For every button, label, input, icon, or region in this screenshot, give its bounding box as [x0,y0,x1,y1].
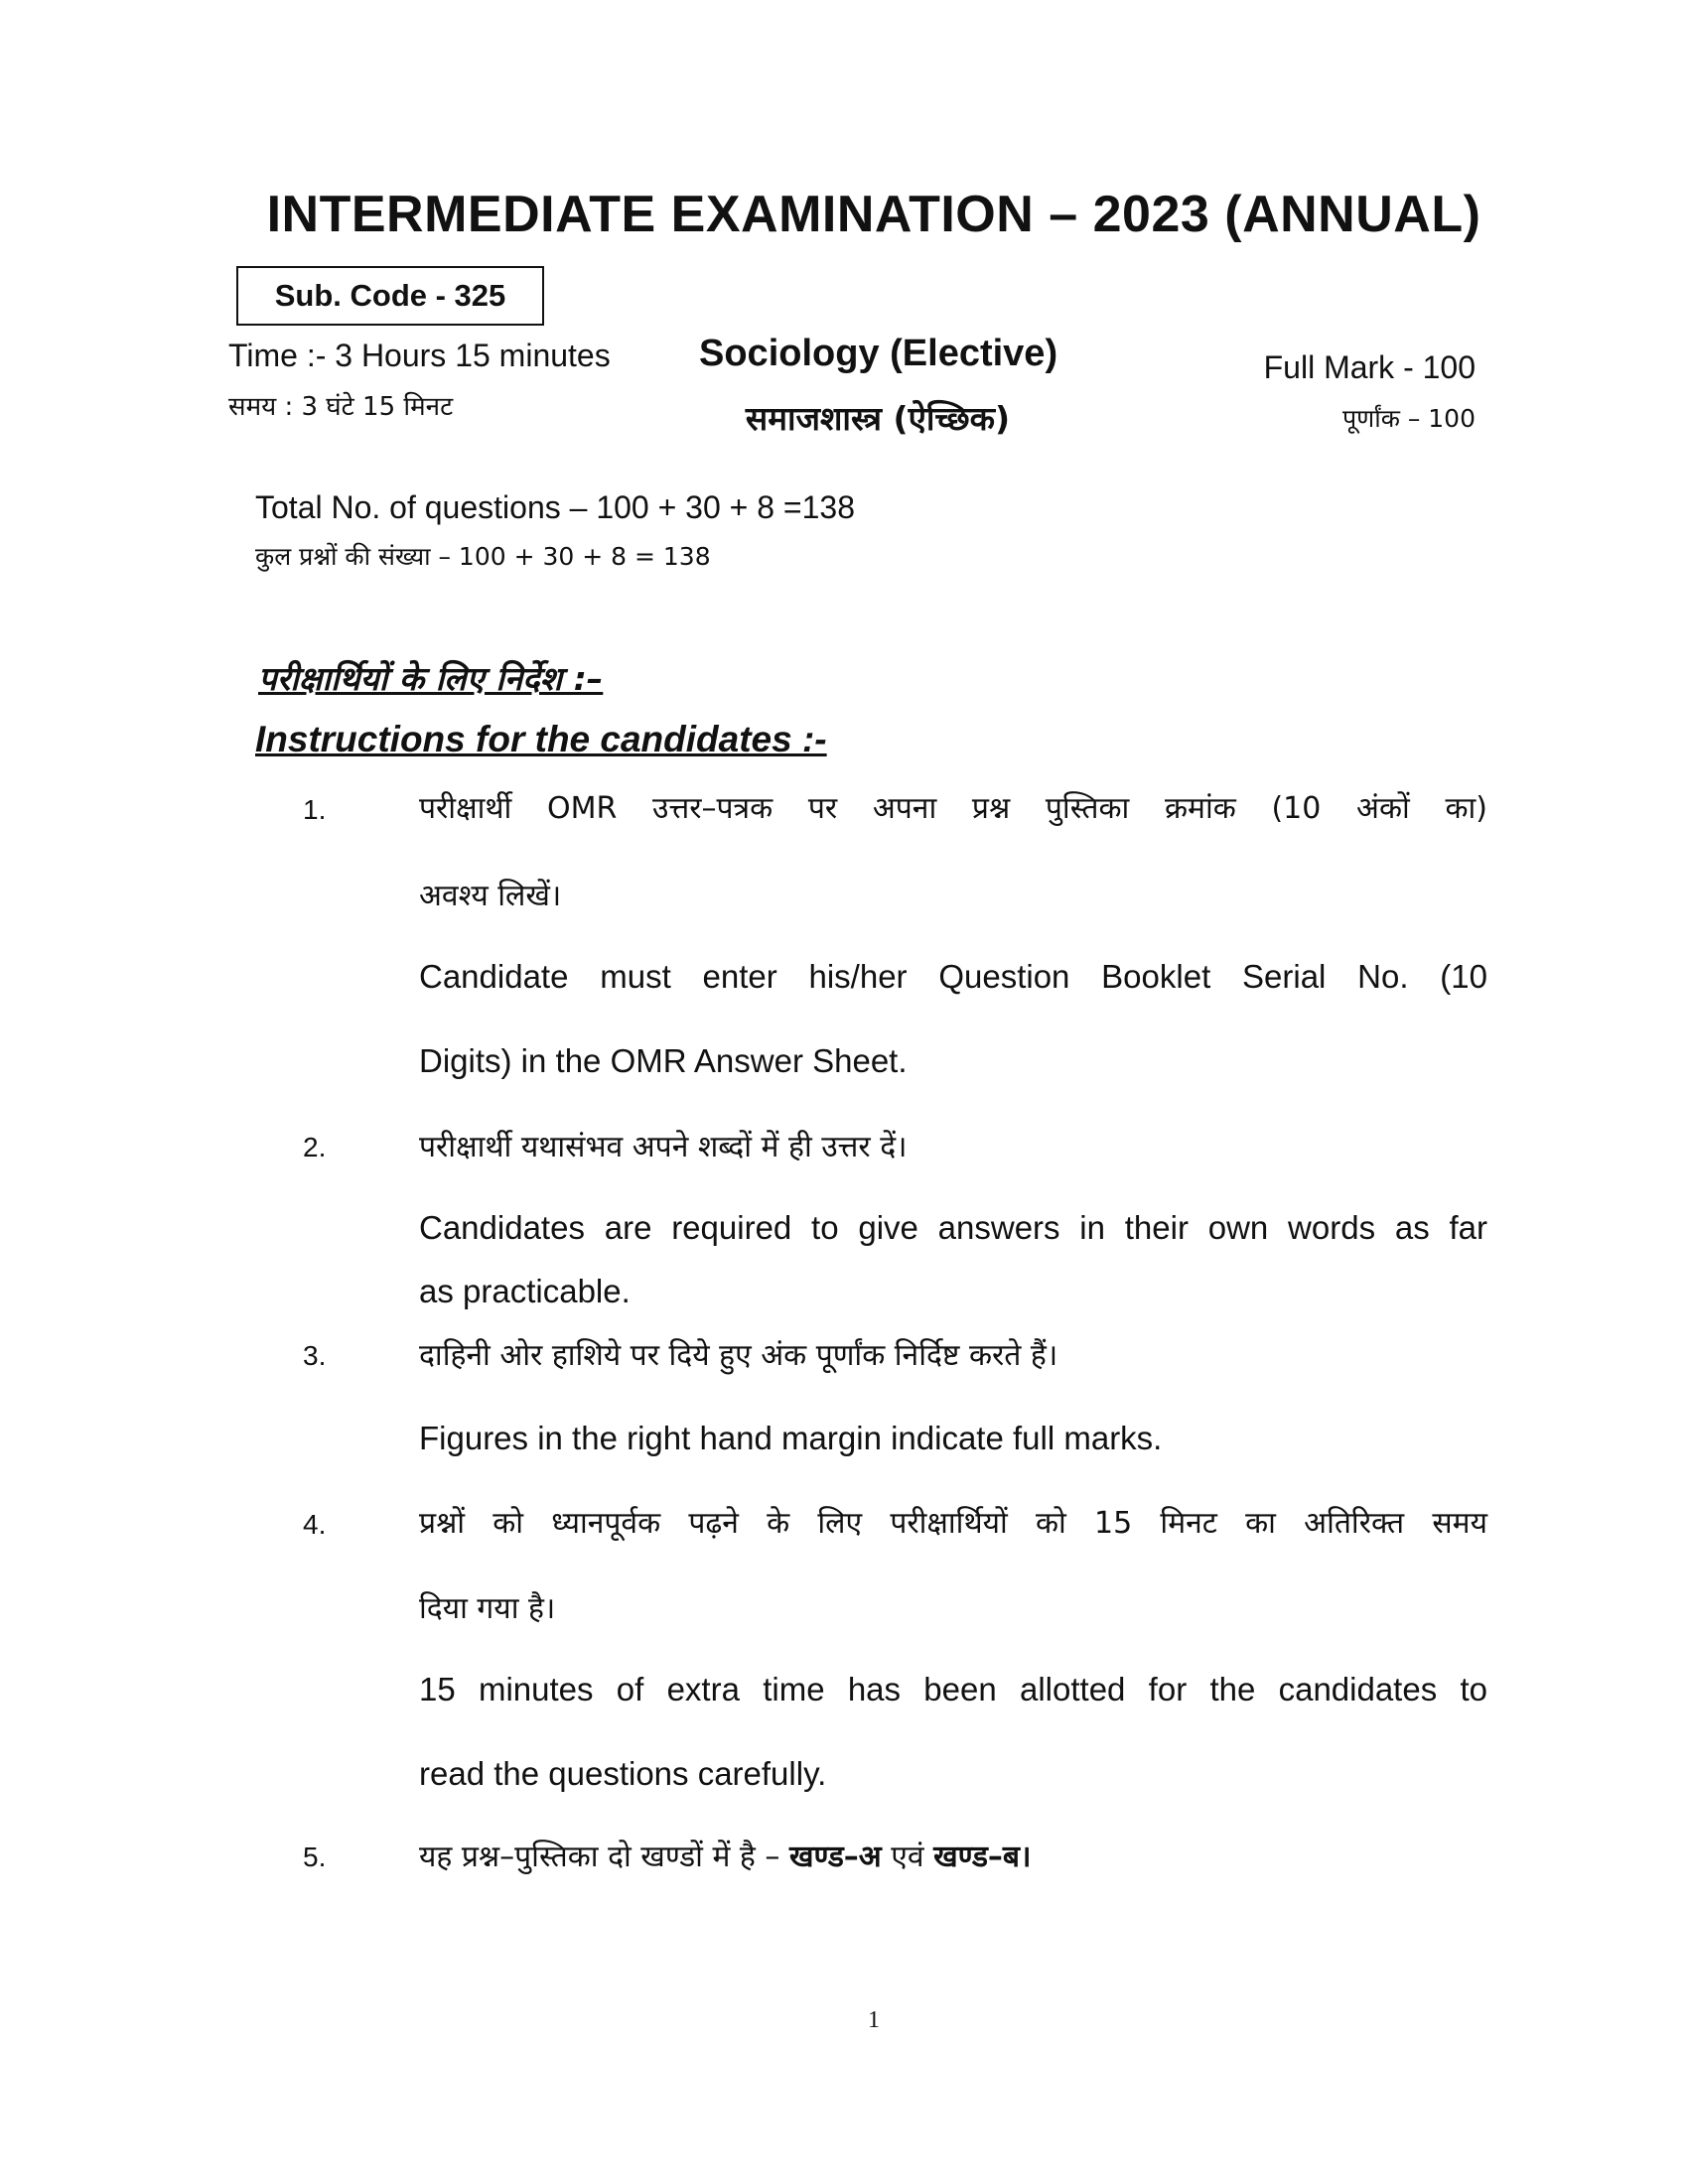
instruction-5-text: यह प्रश्न–पुस्तिका दो खण्डों में है – [419,1840,780,1874]
instruction-3-hindi-line-1: दाहिनी ओर हाशिये पर दिये हुए अंक पूर्णांक निर्दिष्ट करते हैं। [419,1338,1058,1373]
section-a-label: खण्ड–अ [788,1840,882,1874]
instruction-1-hindi-line-1: परीक्षार्थी OMR उत्तर–पत्रक पर अपना प्रश्न पुस्तिका क्रमांक (10 अंकों का) [419,791,1487,826]
instruction-number: 2. [303,1132,327,1162]
instruction-5-hindi-line-1 [419,1835,1487,1875]
page-number: 1 [868,2007,880,2033]
instruction-1-english-line-1: Candidate must enter his/her Question Booklet Serial No. (10 [419,958,1487,995]
instruction-number: 4. [303,1509,327,1540]
instruction-4-hindi-line-2: दिया गया है। [419,1591,556,1626]
exam-title: INTERMEDIATE EXAMINATION – 2023 (ANNUAL) [266,186,1481,243]
subject-english: Sociology (Elective) [699,333,1058,374]
instruction-3-english-line-1: Figures in the right hand margin indicate full marks. [419,1420,1163,1456]
instructions-heading-hindi: परीक्षार्थियों के लिए निर्देश :– [258,659,604,698]
instruction-number: 5. [303,1842,327,1872]
instruction-number: 3. [303,1340,327,1371]
instructions-heading-english: Instructions for the candidates :- [255,719,827,759]
instruction-4-english-line-2: read the questions carefully. [419,1755,827,1792]
time-hindi: समय : 3 घंटे 15 मिनट [228,392,454,422]
subject-code: Sub. Code - 325 [274,278,506,313]
subject-hindi: समाजशास्त्र (ऐच्छिक) [745,399,1011,438]
instruction-4-hindi-line-1: प्रश्नों को ध्यानपूर्वक पढ़ने के लिए परीक्षार्थियों को 15 मिनट का अतिरिक्त समय [419,1506,1487,1541]
time-english: Time :- 3 Hours 15 minutes [228,338,611,373]
full-mark-english: Full Mark - 100 [1263,349,1476,385]
instruction-number: 1. [303,794,327,825]
total-questions-hindi: कुल प्रश्नों की संख्या – 100 + 30 + 8 = 138 [255,542,711,571]
instruction-4-english-line-1: 15 minutes of extra time has been allotted for the candidates to [419,1671,1487,1707]
subject-code-box [236,266,544,326]
full-mark-hindi: पूर्णांक – 100 [1341,404,1476,433]
instruction-2-hindi-line-1: परीक्षार्थी यथासंभव अपने शब्दों में ही उत्तर दें। [419,1130,908,1164]
instruction-1-hindi-line-2: अवश्य लिखें। [419,879,562,913]
instruction-1-english-line-2: Digits) in the OMR Answer Sheet. [419,1042,908,1079]
total-questions-english: Total No. of questions – 100 + 30 + 8 =138 [255,489,855,525]
instruction-2-english-line-2: as practicable. [419,1273,631,1309]
section-b-label: खण्ड–ब। [933,1840,1032,1874]
instruction-2-english-line-1: Candidates are required to give answers in their own words as far [419,1209,1487,1246]
instruction-5-and: एवं [891,1840,924,1874]
